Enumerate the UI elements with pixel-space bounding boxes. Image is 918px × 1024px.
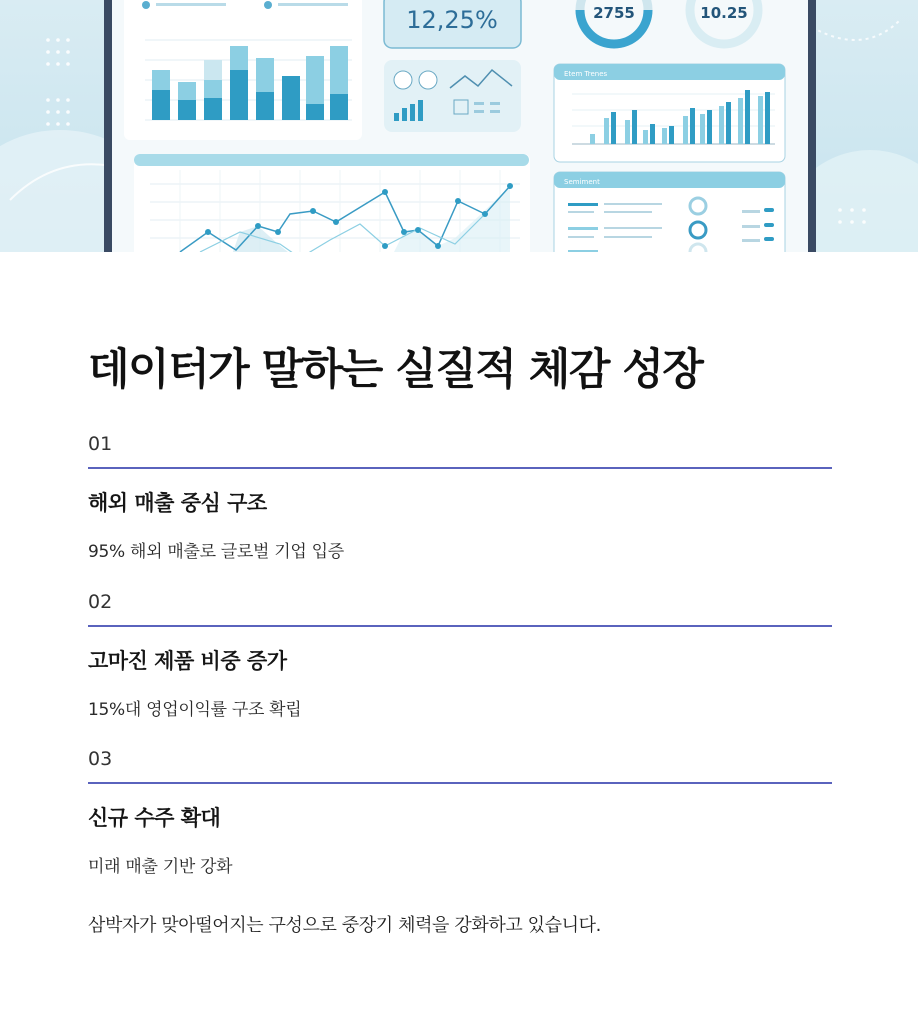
kpi-rate: 12,25% [406,6,498,34]
page-title: 데이터가 말하는 실질적 체감 성장 [88,345,703,395]
hero-illustration [0,0,918,252]
panel-trends-title: Etem Trenes [564,70,608,78]
panel-sentiment-title: Semiment [564,178,600,186]
kpi-count: 2755 [593,4,635,22]
item-description: 미래 매출 기반 강화 [88,857,233,877]
summary-text: 삼박자가 맞아떨어지는 구성으로 중장기 체력을 강화하고 있습니다. [88,915,601,936]
list-item [88,747,832,877]
list-item [88,590,832,720]
divider [88,782,832,784]
item-number: 02 [88,591,113,613]
item-number: 01 [88,433,113,455]
list-item [88,432,832,562]
item-title: 고마진 제품 비중 증가 [88,649,287,673]
divider [88,625,832,627]
item-number: 03 [88,748,113,770]
item-description: 15%대 영업이익률 구조 확립 [88,700,302,720]
dashboard-illustration [0,0,918,252]
item-title: 신규 수주 확대 [88,806,221,830]
kpi-value: 10.25 [700,4,748,22]
divider [88,467,832,469]
item-description: 95% 해외 매출로 글로벌 기업 입증 [88,542,344,562]
item-title: 해외 매출 중심 구조 [88,491,267,515]
